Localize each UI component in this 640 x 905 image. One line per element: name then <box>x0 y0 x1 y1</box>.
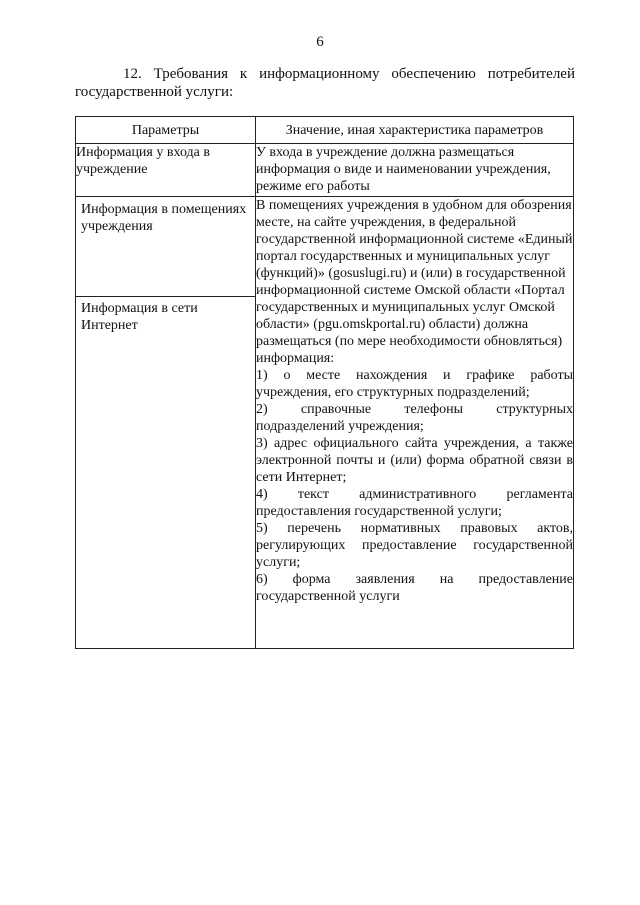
section-heading-line-1: 12. Требования к информационному обеспечению потребителей <box>123 66 575 82</box>
list-item: 3) адрес официального сайта учреждения, а также электронной почты и (или) форма обратной связи в сети Интернет; <box>256 436 573 485</box>
section-heading-line-2: государственной услуги: <box>75 84 234 100</box>
requirements-table <box>75 116 574 649</box>
param-cell-split <box>76 197 256 649</box>
table-row <box>76 197 574 649</box>
list-item: 2) справочные телефоны структурных подразделений учреждения; <box>256 402 573 434</box>
value-intro-text: В помещениях учреждения в удобном для обозрения месте, на сайте учреждения, в федеральной государственной информационной системе «Единый портал государственных и муниципальных услуг (функций)» (gosuslugi.ru) и (или) в государственной информационной системе Омской области «Портал государственных и муниципальных услуг Омской области» (pgu.omskportal.ru) области) должна размещаться (по мере необходимости обновляться) информация: <box>256 198 573 366</box>
list-item: 4) текст административного регламента предоставления государственной услуги; <box>256 487 573 519</box>
list-item: 6) форма заявления на предоставление государственной услуги <box>256 572 573 604</box>
column-header-values: Значение, иная характеристика параметров <box>256 117 574 144</box>
list-item: 1) о месте нахождения и графике работы учреждения, его структурных подразделений; <box>256 368 573 400</box>
param-cell-internet-info: Информация в сети Интернет <box>81 301 198 333</box>
value-cell-info-requirements <box>256 197 574 649</box>
column-header-parameters: Параметры <box>76 117 256 144</box>
page-number: 6 <box>316 34 324 50</box>
table-header-row <box>76 117 574 144</box>
list-item: 5) перечень нормативных правовых актов, регулирующих предоставление государственной услуги; <box>256 521 573 570</box>
value-cell-entrance-info: У входа в учреждение должна размещаться информация о виде и наименовании учреждения, режиме его работы <box>256 144 574 197</box>
param-cell-entrance-info: Информация у входа в учреждение <box>76 144 256 197</box>
table-row <box>76 144 574 197</box>
section-heading <box>75 65 575 101</box>
param-cell-premises-info: Информация в помещениях учреждения <box>76 197 255 297</box>
